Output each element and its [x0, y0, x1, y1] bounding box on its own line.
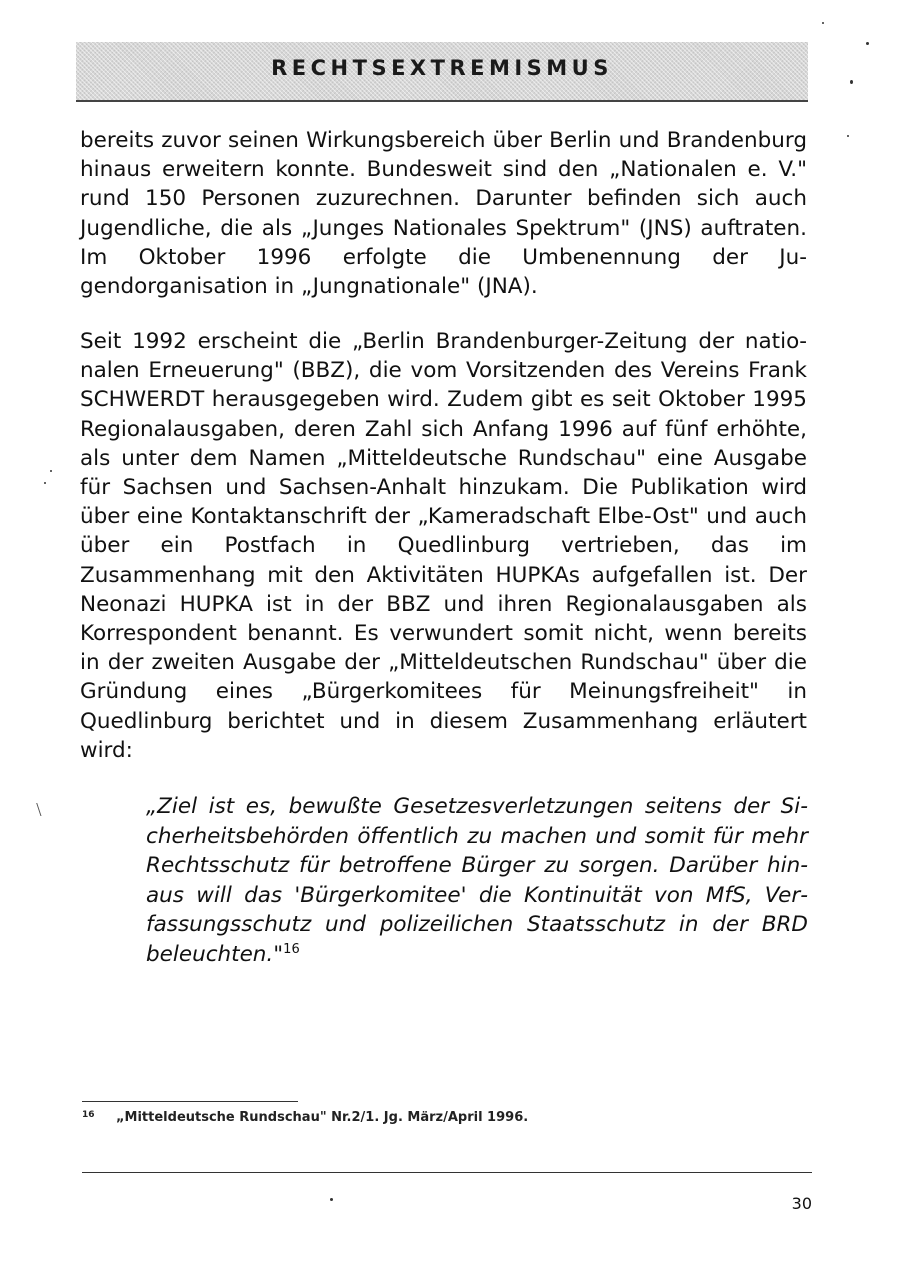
footer-divider: [82, 1172, 812, 1173]
scan-speck: [850, 80, 853, 84]
quote-text: „Ziel ist es, bewußte Gesetzesverletzungen seitens der Sicherheitsbehörden öffentlich zu machen und somit für mehr Rechtsschutz für betroffene Bürger zu sorgen. Darüber hinaus will das 'Bürgerkomitee' die Kontinuität von MfS, Verfassungsschutz und polizeilichen Staatsschutz in der BRD beleuchten.": [146, 794, 808, 967]
scan-speck: [50, 470, 52, 472]
scan-speck: [44, 482, 46, 484]
scan-speck: [866, 42, 869, 45]
scan-speck: [822, 22, 824, 24]
header-title: RECHTSEXTREMISMUS: [271, 56, 613, 80]
scan-speck: [330, 1198, 333, 1201]
body-paragraph-2: Seit 1992 erscheint die „Berlin Brandenburger-Zeitung der nationalen Erneuerung" (BBZ), die vom Vorsitzenden des Vereins Frank SCHWERDT herausgegeben wird. Zudem gibt es seit Oktober 1995 Regionalausgaben, deren Zahl sich Anfang 1996 auf fünf erhöhte, als unter dem Namen „Mitteldeutsche Rundschau" eine Ausgabe für Sachsen und Sachsen-Anhalt hinzukam. Die Publikation wird über eine Kontaktanschrift der „Kameradschaft Elbe-Ost" und auch über ein Postfach in Quedlinburg vertrieben, das im Zusammenhang mit den Aktivitäten HUPKAs aufgefallen ist. Der Neonazi HUPKA ist in der BBZ und ihren Regionalausgaben als Korrespondent benannt. Es verwundert somit nicht, wenn bereits in der zweiten Ausgabe der „Mitteldeutschen Rundschau" über die Gründung eines „Bürgerkomitees für Meinungsfreiheit" in Quedlinburg berichtet und in diesem Zusammenhang erläutert wird:: [80, 329, 807, 763]
footnote-reference: 16: [283, 941, 300, 957]
footnote-divider: [82, 1101, 298, 1102]
footnote: [82, 1110, 802, 1125]
header-band: [76, 42, 808, 102]
scan-speck: [847, 135, 849, 137]
footnote-number: 16: [82, 1110, 95, 1120]
block-quote: [146, 792, 808, 969]
footnote-text: „Mitteldeutsche Rundschau" Nr.2/1. Jg. März/April 1996.: [116, 1110, 529, 1125]
body-paragraph-1: bereits zuvor seinen Wirkungsbereich über Berlin und Brandenburg hinaus erweitern konnte. Bundesweit sind den „Nationalen e. V." rund 150 Personen zuzurechnen. Darunter befinden sich auch Jugendliche, die als „Junges Nationales Spektrum" (JNS) auftraten. Im Oktober 1996 erfolgte die Umbenennung der Jugendorganisation in „Jungnationale" (JNA).: [80, 128, 807, 300]
page-number: 30: [791, 1194, 812, 1213]
margin-bracket-mark: ⧵: [36, 800, 42, 821]
